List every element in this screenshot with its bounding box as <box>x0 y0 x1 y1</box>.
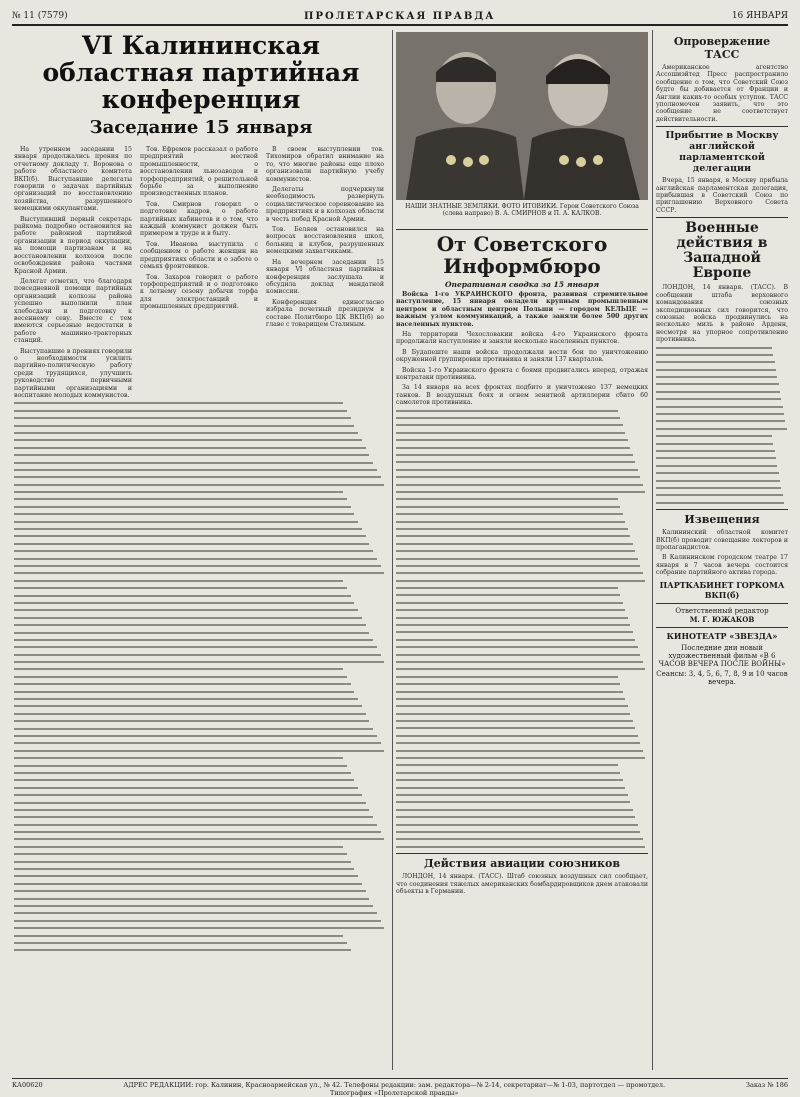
text-line <box>14 765 347 767</box>
text-line <box>14 735 377 737</box>
text-line <box>396 720 633 722</box>
paragraph: Делегат отметил, что благодаря повседневной помощи партийных организаций колхозы района успешно выполнили план хлебосдачи и подготовку к весеннему севу. Вместе с тем имеются серьезные недостатки в работе машинно-тракторных станций. <box>14 277 132 345</box>
text-line <box>396 469 638 471</box>
text-line <box>656 383 779 385</box>
issue-number: № 11 (7579) <box>12 11 68 21</box>
text-line <box>396 824 638 826</box>
text-line <box>14 491 343 493</box>
text-line <box>14 439 362 441</box>
portrait-illustration <box>396 32 648 200</box>
text-line <box>396 705 628 707</box>
text-line <box>396 558 638 560</box>
text-line <box>396 646 638 648</box>
text-line <box>396 750 643 752</box>
text-line <box>14 535 366 537</box>
allied-aviation-title: Действия авиации союзников <box>423 857 620 871</box>
text-line <box>396 506 620 508</box>
text-line <box>396 528 628 530</box>
text-line <box>396 735 638 737</box>
text-line <box>396 698 625 700</box>
text-line <box>656 435 772 437</box>
text-line <box>14 920 381 922</box>
text-line <box>14 691 354 693</box>
conference-title: VI Калининская областная партийная конференция <box>42 32 360 114</box>
text-filler <box>14 402 388 951</box>
paragraph: На вечернем заседании 15 января VI областная партийная конференция заслушала и обсудила доклад мандатной комиссии. <box>266 258 384 296</box>
paragraph: Выступавшие в прениях говорили о необходимости усилить партийно-политическую работу среди трудящихся, улучшить руководство первичными партийными организациями и воспитание молодых коммунистов. <box>14 347 132 399</box>
text-line <box>396 417 620 419</box>
text-line <box>14 831 381 833</box>
printing-house: Типография «Пролетарской правды» <box>330 1089 459 1097</box>
text-line <box>656 420 785 422</box>
text-line <box>396 639 635 641</box>
text-line <box>396 410 618 412</box>
paragraph: На территории Чехословакии войска 4-го Украинского фронта продолжали наступление и заняли несколько населенных пунктов. <box>396 331 648 346</box>
text-line <box>14 454 369 456</box>
text-line <box>396 498 618 500</box>
order-number: Заказ № 186 <box>745 1081 788 1089</box>
heroes-photo <box>396 32 648 200</box>
paragraph: Войска 1-го УКРАИНСКОГО фронта, развивая стремительное наступление, 15 января овладели крупным промышленным центром и областным центром Польши — городом КЕЛЬЦЕ — важным узлом коммуникаций, а также заняли более 500 других населенных пунктов. <box>396 291 648 328</box>
text-line <box>14 609 358 611</box>
newspaper-title: ПРОЛЕТАРСКАЯ ПРАВДА <box>304 10 496 22</box>
paragraph: Тов. Ефремов рассказал о работе предприятий местной промышленности, о восстановлении льнозаводов и торфопредприятий, о решительной борьбе за выполнение производственных планов. <box>140 146 258 198</box>
text-line <box>14 476 381 478</box>
text-line <box>14 720 369 722</box>
text-line <box>14 506 351 508</box>
text-line <box>14 410 347 412</box>
paragraph: Войска 1-го Украинского фронта с боями продвигались вперед, отражая контратаки противника. <box>396 366 648 382</box>
text-line <box>14 528 362 530</box>
text-line <box>656 376 777 378</box>
cinema-times: Сеансы: 3, 4, 5, 6, 7, 8, 9 и 10 часов вечера. <box>656 669 788 686</box>
text-line <box>14 698 358 700</box>
text-line <box>14 580 343 582</box>
delegation-title: Прибытие в Москву английской парламентской делегации <box>665 130 779 175</box>
text-line <box>396 439 628 441</box>
paragraph: Тов. Иванова выступила с сообщением о работе женщин на предприятиях области и о заботе о семьях фронтовиков. <box>140 240 258 271</box>
text-line <box>396 572 643 574</box>
text-line <box>396 624 630 626</box>
text-line <box>14 661 384 663</box>
text-line <box>14 927 384 929</box>
editor-name: М. Г. ЮЖАКОВ <box>689 614 755 624</box>
text-line <box>14 432 358 434</box>
text-line <box>396 742 640 744</box>
text-line <box>14 779 354 781</box>
text-line <box>396 476 640 478</box>
text-line <box>14 853 347 855</box>
text-line <box>396 676 618 678</box>
text-line <box>14 787 358 789</box>
text-line <box>14 824 377 826</box>
text-line <box>396 683 620 685</box>
right-column <box>656 32 788 1072</box>
text-line <box>14 816 373 818</box>
text-line <box>656 443 773 445</box>
text-line <box>396 513 623 515</box>
text-line <box>14 447 366 449</box>
text-line <box>396 609 625 611</box>
text-line <box>14 742 381 744</box>
text-line <box>396 543 633 545</box>
text-line <box>14 587 347 589</box>
paragraph: В Будапеште наши войска продолжали вести бои по уничтожению окруженной группировки противника и заняли 137 кварталов. <box>396 348 648 364</box>
text-line <box>396 580 645 582</box>
text-line <box>656 480 780 482</box>
paragraph: Делегаты подчеркнули необходимость развернуть социалистическое соревнование на предприятиях и в колхозах области в честь побед Красной Армии. <box>266 186 384 223</box>
conference-col-2 <box>140 146 258 402</box>
cinema-text: Последние дни новый художественный фильм «В 6 ЧАСОВ ВЕЧЕРА ПОСЛЕ ВОЙНЫ» <box>658 643 786 668</box>
text-line <box>396 424 623 426</box>
text-line <box>14 757 343 759</box>
text-line <box>656 361 775 363</box>
paragraph: Калининский областной комитет ВКП(б) проводит совещание лекторов и пропагандистов. <box>656 529 788 551</box>
text-line <box>656 494 783 496</box>
text-line <box>14 705 362 707</box>
text-line <box>396 535 630 537</box>
text-line <box>14 425 354 427</box>
notices-title: Извещения <box>684 513 760 527</box>
text-line <box>14 883 362 885</box>
text-line <box>14 498 347 500</box>
paragraph: Выступивший первый секретарь райкома подробно остановился на работе районной партийной организации в период оккупации, на помощи партизанам и на восстановлении колхозов после освобождения района частями Красной Армии. <box>14 215 132 275</box>
text-line <box>14 728 373 730</box>
text-line <box>396 565 640 567</box>
text-line <box>396 631 633 633</box>
text-line <box>396 447 630 449</box>
text-line <box>396 846 645 848</box>
text-line <box>14 565 381 567</box>
paragraph: Американское агентство Ассошиэйтед Пресс распространило сообщение о том, что Советский Союз будто бы добивается от Франции и Англии каких-то особых уступок. ТАСС уполномочен заявить, что это сообщение не соответствует действительности. <box>656 64 788 123</box>
text-line <box>14 602 354 604</box>
text-line <box>14 898 369 900</box>
text-line <box>656 450 775 452</box>
text-line <box>396 809 633 811</box>
text-line <box>14 558 377 560</box>
text-line <box>14 912 377 914</box>
text-line <box>396 521 625 523</box>
text-filler <box>656 347 788 504</box>
text-line <box>14 838 384 840</box>
paragraph: ЛОНДОН, 14 января. (ТАСС). В сообщении штаба верховного командования союзных экспедиционных сил говорится, что союзные войска продвинулись на несколько миль в районе Арденн, несмотря на упорное сопротивление противника. <box>656 284 788 344</box>
sovinform-title: От Советского Информбюро <box>436 232 608 278</box>
text-line <box>396 432 625 434</box>
footer-address <box>114 1081 674 1097</box>
text-line <box>396 491 645 493</box>
text-line <box>14 521 358 523</box>
paragraph: В своем выступлении тов. Тихомиров обратил внимание на то, что многие районы еще плохо организовали партийную учебу коммунистов. <box>266 146 384 183</box>
text-line <box>14 875 358 877</box>
text-line <box>396 779 623 781</box>
text-line <box>14 654 381 656</box>
text-line <box>396 617 628 619</box>
text-line <box>656 413 784 415</box>
text-line <box>14 624 366 626</box>
paragraph: Вчера, 15 января, в Москву прибыла английская парламентская делегация, прибывшая в Советский Союз по приглашению Верховного Совета СССР. <box>656 177 788 214</box>
column-rule <box>652 30 653 1070</box>
text-line <box>396 713 630 715</box>
text-line <box>656 502 784 504</box>
paragraph: В Калининском городском театре 17 января в 7 часов вечера состоится собрание партийного актива города. <box>656 554 788 577</box>
conference-col-1 <box>14 146 132 402</box>
text-line <box>396 602 623 604</box>
text-line <box>396 727 635 729</box>
text-line <box>396 461 635 463</box>
text-line <box>656 406 783 408</box>
text-line <box>14 750 384 752</box>
text-line <box>14 543 369 545</box>
paragraph: За 14 января на всех фронтах подбито и уничтожено 137 немецких танков. В воздушных боях и огнем зенитной артиллерии сбито 60 самолетов противника. <box>396 384 648 407</box>
text-line <box>396 594 620 596</box>
text-line <box>14 639 373 641</box>
editor-role: Ответственный редактор <box>675 606 769 615</box>
text-line <box>14 417 351 419</box>
issue-date: 16 ЯНВАРЯ <box>731 11 788 21</box>
conference-article <box>14 32 388 1072</box>
text-line <box>14 572 384 574</box>
text-line <box>396 691 623 693</box>
text-line <box>656 391 780 393</box>
text-line <box>14 617 362 619</box>
text-line <box>396 654 640 656</box>
partkom-signature: ПАРТКАБИНЕТ ГОРКОМА ВКП(б) <box>659 579 785 600</box>
text-line <box>656 428 787 430</box>
conference-subtitle: Заседание 15 января <box>89 117 313 138</box>
paragraph: Тов. Захаров говорил о работе торфопредприятий и о подготовке к летнему сезону добычи торфа для электростанций и промышленных предприятий. <box>140 273 258 311</box>
paragraph: Тов. Смирнов говорил о подготовке кадров, о работе партийных кабинетов и о том, что каждый коммунист должен быть примером в труде и в быту. <box>140 200 258 238</box>
text-line <box>14 905 373 907</box>
text-line <box>14 809 369 811</box>
text-line <box>656 457 776 459</box>
conference-col-3 <box>266 146 384 402</box>
text-line <box>14 802 366 804</box>
text-line <box>14 713 366 715</box>
text-line <box>396 484 643 486</box>
text-line <box>396 661 643 663</box>
footer-code: КА00620 <box>12 1081 43 1089</box>
text-line <box>14 550 373 552</box>
text-line <box>14 513 354 515</box>
text-line <box>656 472 779 474</box>
text-line <box>14 949 351 951</box>
text-line <box>396 757 645 759</box>
text-line <box>14 772 351 774</box>
text-line <box>14 846 343 848</box>
text-line <box>396 772 620 774</box>
text-line <box>656 369 776 371</box>
page-footer <box>12 1078 788 1097</box>
text-line <box>14 676 347 678</box>
text-line <box>14 646 377 648</box>
text-line <box>396 454 633 456</box>
text-line <box>396 668 645 670</box>
text-line <box>396 550 635 552</box>
text-line <box>14 890 366 892</box>
western-front-title: Военные действия в Западной Европе <box>676 220 768 282</box>
text-line <box>14 462 373 464</box>
text-line <box>396 831 640 833</box>
paragraph: На утреннем заседании 15 января продолжались прения по отчетному докладу т. Воронова о работе областного комитета ВКП(б). Выступавшие делегаты говорили о задачах партийных организаций по восстановлению хозяйства, разрушенного немецкими оккупантами. <box>14 146 132 213</box>
text-line <box>14 794 362 796</box>
paragraph: Тов. Беляев остановился на вопросах восстановления школ, больниц и клубов, разрушенных немецкими захватчиками. <box>266 226 384 256</box>
cinema-title: КИНОТЕАТР «ЗВЕЗДА» <box>666 630 778 641</box>
text-line <box>14 595 351 597</box>
text-line <box>396 787 625 789</box>
address: АДРЕС РЕДАКЦИИ: гор. Калинин, Красноармейская ул., № 42. Телефоны редакции: зам. редактора—№ 2-14, секретариат—№ 1-03, партотдел — промотдел. <box>123 1081 666 1089</box>
text-line <box>396 816 635 818</box>
text-line <box>656 347 772 349</box>
text-line <box>14 469 377 471</box>
text-line <box>656 465 777 467</box>
photo-caption: НАШИ ЗНАТНЫЕ ЗЕМЛЯКИ. ФОТО ИТОВИКИ. Герои Советского Союза (слева направо) В. А. СМИРНОВ и П. А. КАЛКОВ. <box>405 203 639 217</box>
text-line <box>396 794 628 796</box>
tass-title: Опровержение ТАСС <box>673 35 771 61</box>
text-line <box>656 398 781 400</box>
text-line <box>14 484 384 486</box>
text-line <box>396 838 643 840</box>
text-line <box>396 801 630 803</box>
text-line <box>14 942 347 944</box>
text-line <box>656 354 773 356</box>
text-line <box>396 764 618 766</box>
text-line <box>14 861 351 863</box>
paragraph: ЛОНДОН, 14 января. (ТАСС). Штаб союзных воздушных сил сообщает, что соединения тяжелых американских бомбардировщиков днем атаковали объекты в Германии. <box>396 873 648 895</box>
text-line <box>14 683 351 685</box>
page-header <box>12 8 788 26</box>
text-line <box>656 487 781 489</box>
text-line <box>14 632 369 634</box>
column-rule <box>392 30 393 1070</box>
text-line <box>14 668 343 670</box>
sovinform-subtitle: Оперативная сводка за 15 января <box>444 280 600 289</box>
text-line <box>396 587 618 589</box>
sovinform-article <box>396 226 648 1066</box>
text-line <box>14 935 343 937</box>
text-filler <box>396 410 648 848</box>
text-line <box>14 402 343 404</box>
paragraph: Конференция единогласно избрала почетный президиум в составе Политбюро ЦК ВКП(б) во главе с товарищем Сталиным. <box>266 298 384 328</box>
text-line <box>14 868 354 870</box>
